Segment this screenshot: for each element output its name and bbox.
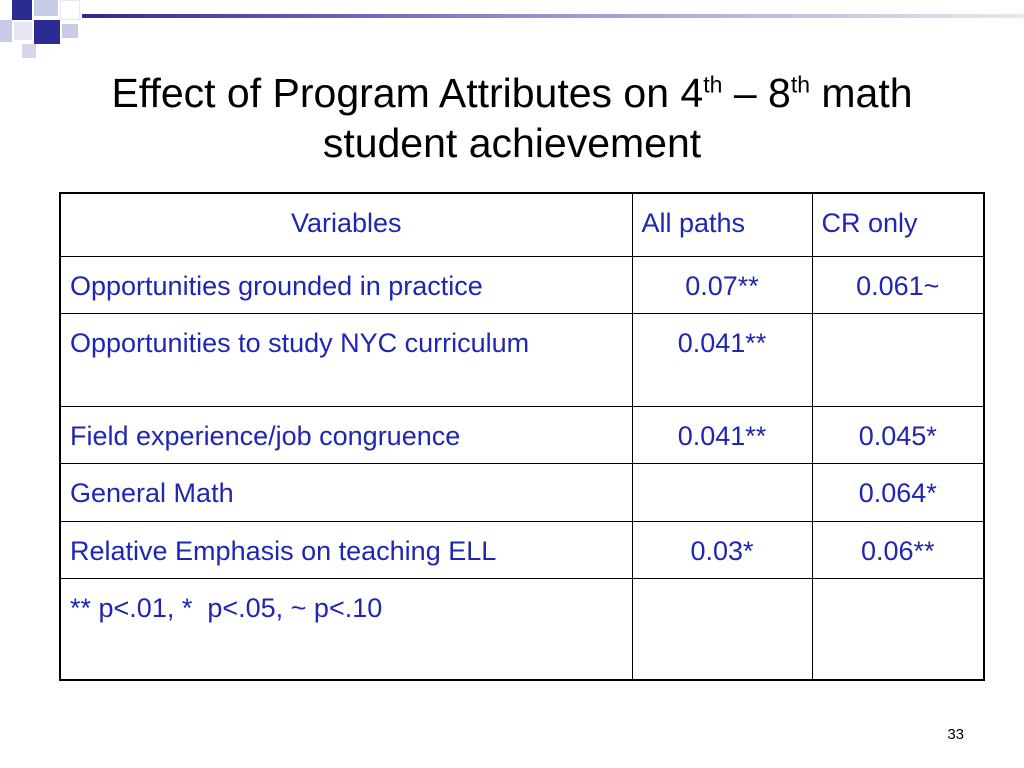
deco-square <box>14 22 32 40</box>
table-row-legend <box>60 578 984 680</box>
cell-significance-legend: ** p<.01, * p<.05, ~ p<.10 <box>60 578 632 680</box>
deco-square <box>62 24 78 38</box>
cell-variable: General Math <box>60 463 632 521</box>
header-variables: Variables <box>60 193 632 256</box>
top-accent-bar <box>82 14 1024 18</box>
cell-variable: Opportunities to study NYC curriculum <box>60 313 632 406</box>
slide-title <box>0 68 1024 168</box>
header-all-paths: All paths <box>632 193 812 256</box>
decorative-squares <box>0 0 80 64</box>
table-row <box>60 313 984 406</box>
cell-all-paths: 0.07** <box>632 256 812 313</box>
deco-square <box>34 20 60 44</box>
deco-square <box>34 0 58 16</box>
cell-cr-only: 0.045* <box>812 406 984 463</box>
cell-all-paths: 0.041** <box>632 406 812 463</box>
deco-square <box>22 44 36 58</box>
table-row <box>60 521 984 578</box>
cell-cr-only: 0.064* <box>812 463 984 521</box>
cell-variable: Relative Emphasis on teaching ELL <box>60 521 632 578</box>
title-text-3: math <box>810 70 913 116</box>
page-number: 33 <box>947 726 964 743</box>
deco-square <box>60 0 80 20</box>
cell-all-paths: 0.03* <box>632 521 812 578</box>
table-row <box>60 256 984 313</box>
table-row <box>60 463 984 521</box>
title-superscript-1: th <box>703 71 723 98</box>
title-superscript-2: th <box>790 71 810 98</box>
title-text-1: Effect of Program Attributes on 4 <box>111 70 704 116</box>
cell-all-paths <box>632 463 812 521</box>
table-header-row <box>60 193 984 256</box>
cell-variable: Field experience/job congruence <box>60 406 632 463</box>
deco-square <box>0 20 12 42</box>
cell-cr-only: 0.061~ <box>812 256 984 313</box>
table-row <box>60 406 984 463</box>
results-table <box>59 192 985 681</box>
cell-variable: Opportunities grounded in practice <box>60 256 632 313</box>
cell-cr-only <box>812 578 984 680</box>
title-line-2: student achievement <box>322 120 702 166</box>
cell-cr-only: 0.06** <box>812 521 984 578</box>
deco-square <box>12 0 32 20</box>
cell-all-paths <box>632 578 812 680</box>
cell-cr-only <box>812 313 984 406</box>
title-text-2: – 8 <box>722 70 791 116</box>
cell-all-paths: 0.041** <box>632 313 812 406</box>
header-cr-only: CR only <box>812 193 984 256</box>
